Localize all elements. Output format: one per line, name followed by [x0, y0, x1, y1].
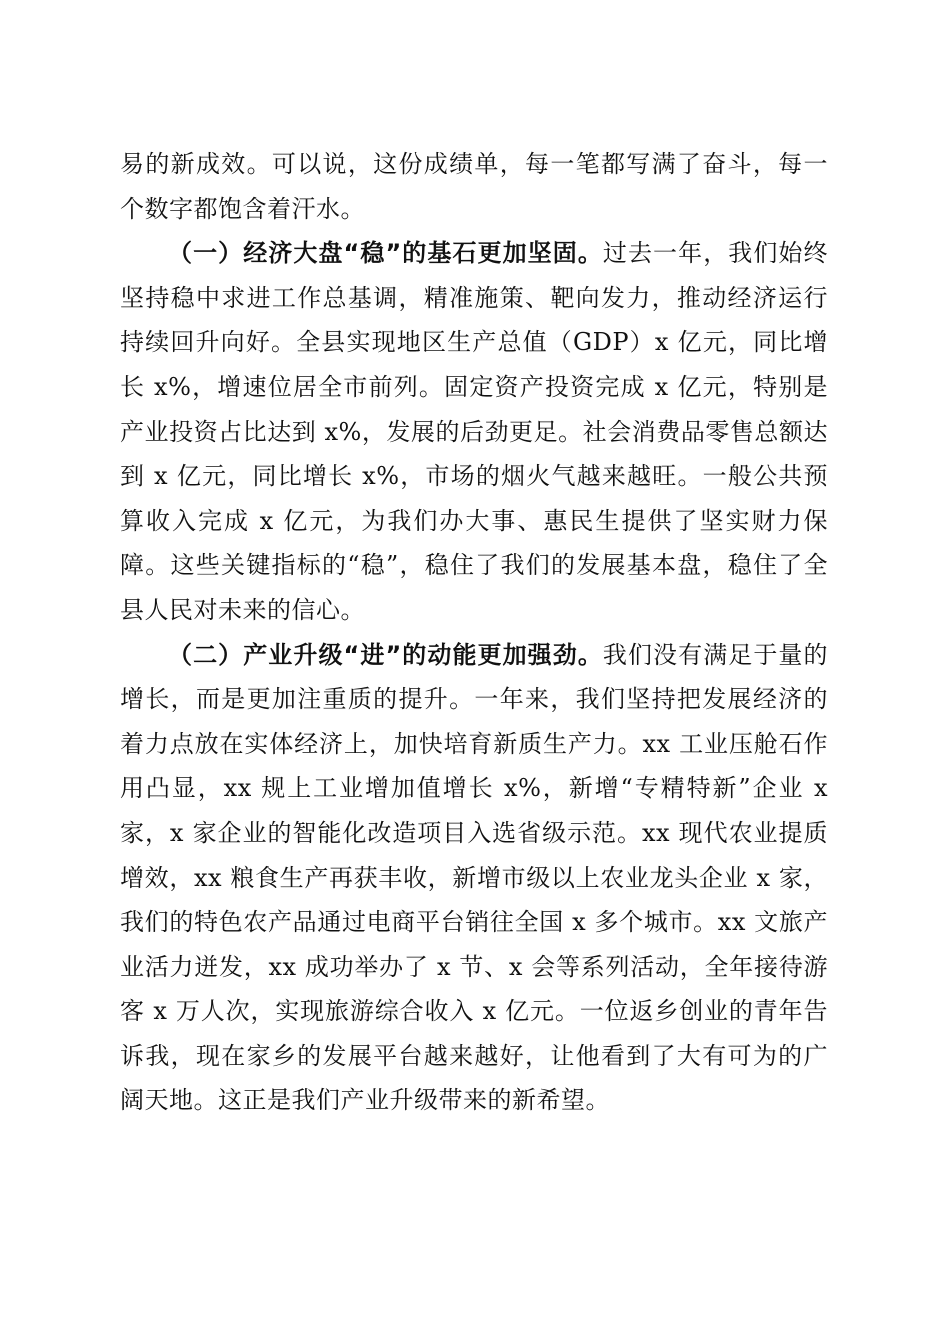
paragraph-continuation: [120, 142, 828, 231]
section-heading-economy: （一）经济大盘“稳”的基石更加坚固。: [168, 239, 603, 268]
section-heading-industry: （二）产业升级“进”的动能更加强劲。: [168, 640, 603, 669]
paragraph-text: 过去一年，我们始终坚持稳中求进工作总基调，精准施策、靶向发力，推动经济运行持续回升向好。全县实现地区生产总值（GDP）x 亿元，同比增长 x%，增速位居全市前列。固定资产投资完成 x 亿元，特别是产业投资占比达到 x%，发展的后劲更足。社会消费品零售总额达到 x 亿元，同比增长 x%，市场的烟火气越来越旺。一般公共预算收入完成 x 亿元，为我们办大事、惠民生提供了坚实财力保障。这些关键指标的“稳”，稳住了我们的发展基本盘，稳住了全县人民对未来的信心。: [120, 239, 829, 624]
document-body: [120, 142, 828, 1123]
paragraph-industry: [120, 633, 828, 1124]
paragraph-text: 我们没有满足于量的增长，而是更加注重质的提升。一年来，我们坚持把发展经济的着力点放在实体经济上，加快培育新质生产力。xx 工业压舱石作用凸显，xx 规上工业增加值增长 x%，新增“专精特新”企业 x 家，x 家企业的智能化改造项目入选省级示范。xx 现代农业提质增效，xx 粮食生产再获丰收，新增市级以上农业龙头企业 x 家，我们的特色农产品通过电商平台销往全国 x 多个城市。xx 文旅产业活力迸发，xx 成功举办了 x 节、x 会等系列活动，全年接待游客 x 万人次，实现旅游综合收入 x 亿元。一位返乡创业的青年告诉我，现在家乡的发展平台越来越好，让他看到了大有可为的广阔天地。这正是我们产业升级带来的新希望。: [120, 640, 829, 1115]
paragraph-economy: [120, 231, 828, 632]
paragraph-text: 易的新成效。可以说，这份成绩单，每一笔都写满了奋斗，每一个数字都饱含着汗水。: [120, 150, 828, 223]
